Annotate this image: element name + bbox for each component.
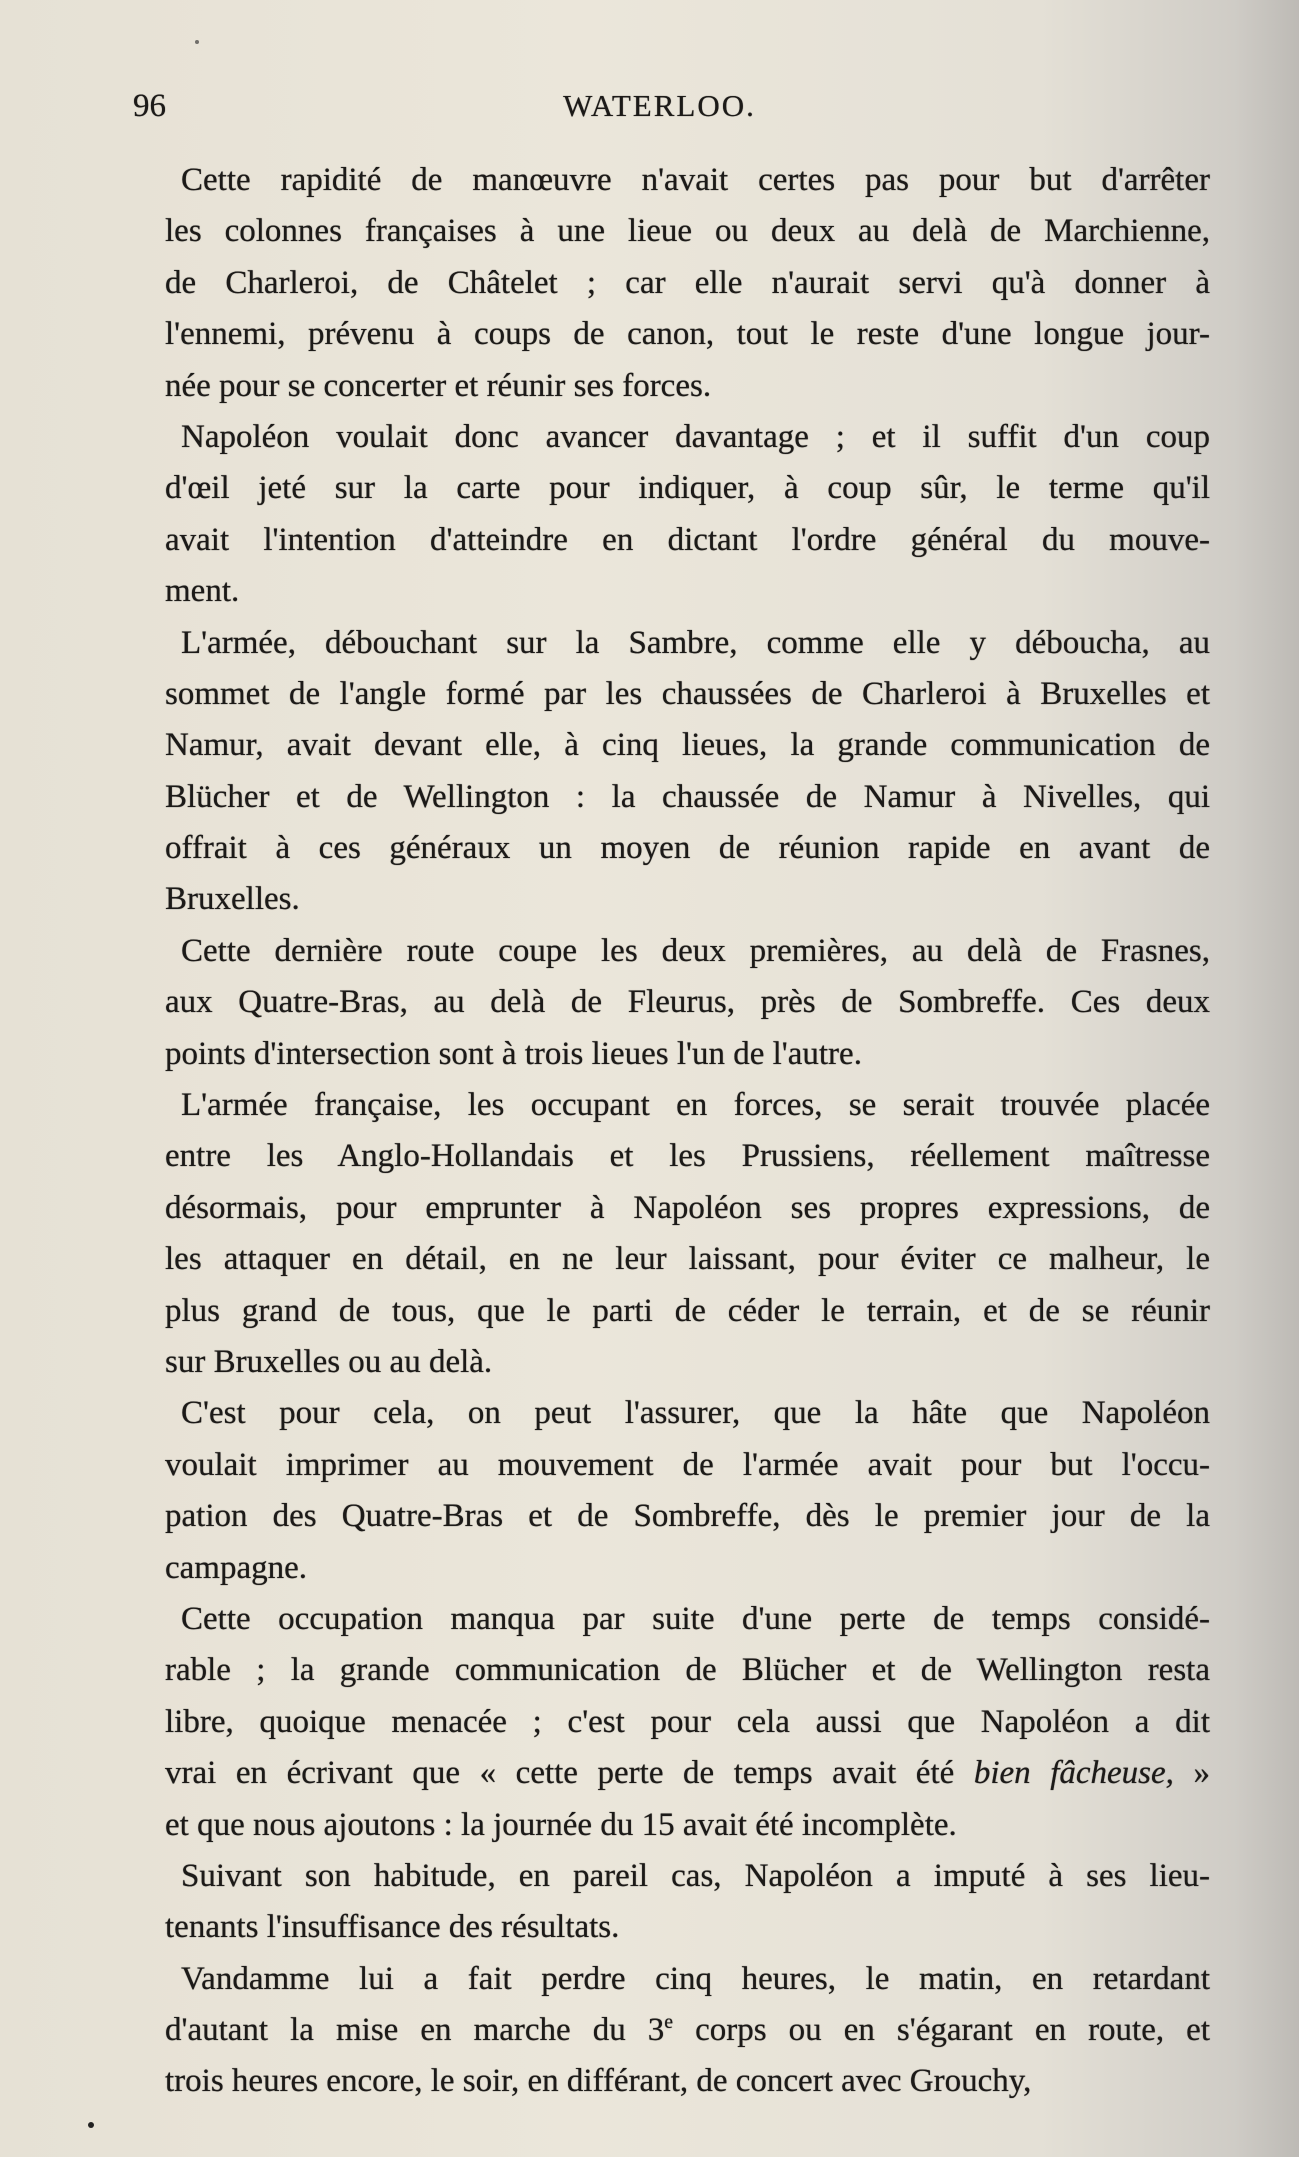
text-line	[165, 1851, 1210, 1902]
text-line	[165, 1491, 1210, 1542]
text-line-content	[165, 2005, 1210, 2056]
text-line-content: sur Bruxelles ou au delà.	[165, 1343, 493, 1380]
text-line-content: ment.	[165, 573, 240, 610]
superscript-text: e	[664, 2011, 674, 2034]
text-line-content: avait l'intention d'atteindre en dictant l'ordre général du mouve-	[165, 521, 1210, 558]
text-line-content: plus grand de tous, que le parti de céder le terrain, et de se réunir	[165, 1292, 1210, 1329]
running-title: WATERLOO.	[563, 88, 756, 123]
text-line-content: trois heures encore, le soir, en différant, de concert avec Grouchy,	[165, 2063, 1032, 2100]
text-line	[165, 1594, 1210, 1645]
text-line-content: tenants l'insuffisance des résultats.	[165, 1909, 620, 1946]
text-line-content: désormais, pour emprunter à Napoléon ses propres expressions, de	[165, 1189, 1210, 1226]
paragraph	[165, 412, 1210, 618]
text-line-content	[165, 1748, 1210, 1799]
text-line-content: Blücher et de Wellington : la chaussée de Namur à Nivelles, qui	[165, 778, 1210, 815]
text-line	[165, 1697, 1210, 1748]
text-line	[165, 823, 1210, 874]
text-line	[165, 1954, 1210, 2005]
text-line	[165, 155, 1210, 206]
text-segment: vrai en écrivant que « cette perte de temps avait été	[165, 1755, 974, 1792]
paragraph	[165, 618, 1210, 926]
text-line	[165, 206, 1210, 257]
text-line	[165, 258, 1210, 309]
text-line-content: libre, quoique menacée ; c'est pour cela aussi que Napoléon a dit	[165, 1703, 1210, 1740]
text-line	[165, 1645, 1210, 1696]
text-line-content: Napoléon voulait donc avancer davantage ; et il suffit d'un coup	[181, 418, 1210, 455]
text-line	[165, 1800, 1210, 1851]
paragraph	[165, 1851, 1210, 1954]
text-line	[165, 977, 1210, 1028]
text-line-content: voulait imprimer au mouvement de l'armée avait pour but l'occu-	[165, 1446, 1210, 1483]
text-line	[165, 412, 1210, 463]
text-line-content: d'œil jeté sur la carte pour indiquer, à coup sûr, le terme qu'il	[165, 470, 1210, 507]
text-line-content: l'ennemi, prévenu à coups de canon, tout le reste d'une longue jour-	[165, 316, 1210, 353]
page-body-text	[165, 155, 1210, 2108]
text-line	[165, 309, 1210, 360]
text-line	[165, 1131, 1210, 1182]
text-line	[165, 926, 1210, 977]
speck-mark	[195, 40, 199, 44]
text-line-content: née pour se concerter et réunir ses forces.	[165, 367, 712, 404]
text-line	[165, 1080, 1210, 1131]
text-line	[165, 1234, 1210, 1285]
text-segment: d'autant la mise en marche du 3	[165, 2012, 665, 2049]
text-line	[165, 463, 1210, 514]
text-line-content: Cette dernière route coupe les deux premières, au delà de Frasnes,	[181, 932, 1210, 969]
text-line-content: et que nous ajoutons : la journée du 15 avait été incomplète.	[165, 1806, 957, 1843]
italic-text: bien fâcheuse,	[973, 1755, 1174, 1792]
text-line-content: les attaquer en détail, en ne leur laissant, pour éviter ce malheur, le	[165, 1241, 1210, 1278]
paragraph	[165, 1388, 1210, 1594]
text-line	[165, 618, 1210, 669]
text-line	[165, 1337, 1210, 1388]
text-line	[165, 361, 1210, 412]
text-line	[165, 720, 1210, 771]
text-line	[165, 566, 1210, 617]
text-line-content: aux Quatre-Bras, au delà de Fleurus, près de Sombreffe. Ces deux	[165, 984, 1210, 1021]
text-segment: corps ou en s'égarant en route, et	[673, 2012, 1210, 2049]
text-line-content: pation des Quatre-Bras et de Sombreffe, dès le premier jour de la	[165, 1498, 1210, 1535]
paragraph	[165, 1080, 1210, 1388]
text-line	[165, 1183, 1210, 1234]
text-line	[165, 772, 1210, 823]
text-line-content: Namur, avait devant elle, à cinq lieues, la grande communication de	[165, 727, 1210, 764]
text-line	[165, 1748, 1210, 1799]
text-line	[165, 2005, 1210, 2056]
text-line-content: Cette occupation manqua par suite d'une perte de temps considé-	[181, 1600, 1210, 1637]
text-line-content: L'armée française, les occupant en forces, se serait trouvée placée	[181, 1087, 1210, 1124]
text-line-content: Bruxelles.	[165, 881, 300, 918]
text-line	[165, 1029, 1210, 1080]
paragraph	[165, 1954, 1210, 2108]
text-line-content: Suivant son habitude, en pareil cas, Napoléon a imputé à ses lieu-	[181, 1857, 1210, 1894]
text-line	[165, 1543, 1210, 1594]
text-line	[165, 1286, 1210, 1337]
text-line	[165, 1902, 1210, 1953]
paragraph	[165, 155, 1210, 412]
text-line-content: sommet de l'angle formé par les chaussées de Charleroi à Bruxelles et	[165, 675, 1210, 712]
text-line-content: Cette rapidité de manœuvre n'avait certes pas pour but d'arrêter	[181, 162, 1210, 198]
text-line	[165, 1440, 1210, 1491]
page-number: 96	[133, 88, 166, 124]
text-line-content: rable ; la grande communication de Blücher et de Wellington resta	[165, 1652, 1210, 1689]
paragraph	[165, 926, 1210, 1080]
text-line	[165, 2056, 1210, 2107]
text-line-content: campagne.	[165, 1549, 308, 1586]
speck-mark	[88, 2122, 94, 2128]
text-line	[165, 515, 1210, 566]
text-segment: »	[1173, 1755, 1210, 1792]
text-line-content: points d'intersection sont à trois lieues l'un de l'autre.	[165, 1035, 862, 1072]
text-line-content: de Charleroi, de Châtelet ; car elle n'aurait servi qu'à donner à	[165, 264, 1210, 301]
text-line	[165, 874, 1210, 925]
text-line-content: les colonnes françaises à une lieue ou deux au delà de Marchienne,	[165, 213, 1210, 250]
text-line-content: offrait à ces généraux un moyen de réunion rapide en avant de	[165, 830, 1210, 867]
text-line-content: C'est pour cela, on peut l'assurer, que la hâte que Napoléon	[181, 1395, 1210, 1432]
text-line	[165, 1388, 1210, 1439]
text-line-content: Vandamme lui a fait perdre cinq heures, le matin, en retardant	[181, 1960, 1210, 1997]
paragraph	[165, 1594, 1210, 1851]
text-line-content: L'armée, débouchant sur la Sambre, comme elle y déboucha, au	[181, 624, 1210, 661]
text-line	[165, 669, 1210, 720]
text-line-content: entre les Anglo-Hollandais et les Prussiens, réellement maîtresse	[165, 1138, 1210, 1175]
